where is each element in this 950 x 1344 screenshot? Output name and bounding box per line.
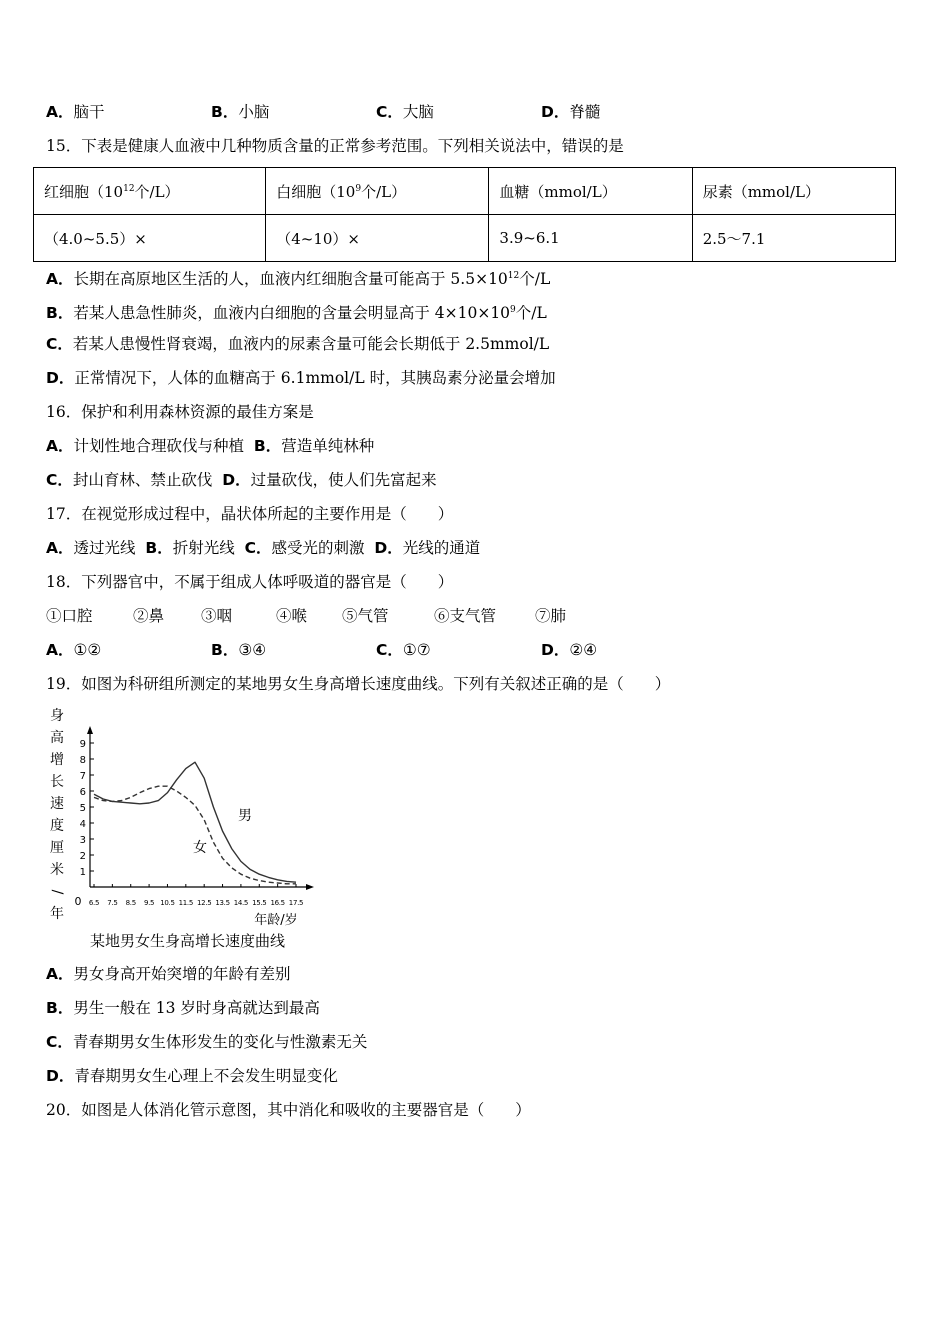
table-header-cell: 尿素（mmol/L） bbox=[692, 168, 895, 215]
y-tick-label: 3 bbox=[79, 835, 86, 846]
female-label: 女 bbox=[193, 840, 207, 856]
x-tick-label: 8.5 bbox=[125, 899, 136, 907]
y-axis-label-char: 米 bbox=[50, 862, 64, 878]
blood-reference-table bbox=[33, 167, 896, 262]
q19-option-c: C．青春期男女生体形发生的变化与性激素无关 bbox=[46, 1033, 368, 1051]
q19-option-b: B．男生一般在 13 岁时身高就达到最高 bbox=[46, 999, 320, 1017]
table-header-cell: 血糖（mmol/L） bbox=[489, 168, 692, 215]
x-tick-label: 10.5 bbox=[160, 899, 175, 907]
y-axis-arrow bbox=[87, 726, 93, 734]
table-cell: （4~10）× bbox=[266, 215, 489, 262]
y-axis-label-char: 年 bbox=[50, 906, 64, 922]
y-axis-label-char: 高 bbox=[50, 730, 64, 746]
q15-option-a: A．长期在高原地区生活的人，血液内红细胞含量可能高于 $5.5\times 10^{12}$个/L bbox=[46, 270, 551, 289]
x-tick-label: 11.5 bbox=[178, 899, 194, 907]
y-tick-label: 1 bbox=[79, 867, 86, 878]
q14-option-b: B．小脑 bbox=[211, 103, 270, 121]
female-curve bbox=[94, 786, 296, 884]
q19-stem: 19．如图为科研组所测定的某地男女生身高增长速度曲线。下列有关叙述正确的是（ ） bbox=[46, 675, 671, 693]
x-axis-arrow bbox=[306, 884, 314, 890]
male-label: 男 bbox=[238, 808, 252, 824]
q18-organ: ①口腔 bbox=[46, 607, 93, 625]
x-tick-label: 7.5 bbox=[107, 899, 118, 907]
q18-option-b: B．③④ bbox=[211, 641, 267, 659]
y-axis-label-char: 度 bbox=[50, 818, 64, 834]
x-tick-label: 12.5 bbox=[196, 899, 212, 907]
q18-organ: ④喉 bbox=[276, 607, 308, 625]
q16-options-cd: C．封山育林、禁止砍伐 D．过量砍伐，使人们先富起来 bbox=[46, 471, 437, 489]
q19-option-a: A．男女身高开始突增的年龄有差别 bbox=[46, 965, 291, 983]
table-cell: （4.0~5.5）× bbox=[34, 215, 266, 262]
y-axis-label-char: 厘 bbox=[50, 840, 64, 856]
q18-organ: ⑤气管 bbox=[342, 607, 389, 625]
table-row bbox=[34, 215, 896, 262]
y-tick-label: 5 bbox=[79, 803, 86, 814]
q18-organ: ⑥支气管 bbox=[434, 607, 497, 625]
y-axis-label-char: 速 bbox=[50, 796, 64, 812]
y-axis-label-char: 增 bbox=[50, 752, 64, 768]
y-tick-label: 8 bbox=[79, 755, 86, 766]
q14-option-c: C．大脑 bbox=[376, 103, 434, 121]
y-axis-label-char: / bbox=[49, 889, 65, 895]
q14-option-a: A．脑干 bbox=[46, 103, 105, 121]
q14-option-d: D．脊髓 bbox=[541, 103, 601, 121]
q18-option-c: C．①⑦ bbox=[376, 641, 431, 659]
table-header-cell: 红细胞（$10^{12}$个/L） bbox=[34, 168, 266, 215]
origin-label: 0 bbox=[74, 895, 82, 908]
q15-option-d: D．正常情况下，人体的血糖高于 6.1mmol/L 时，其胰岛素分泌量会增加 bbox=[46, 369, 556, 387]
q19-option-d: D．青春期男女生心理上不会发生明显变化 bbox=[46, 1067, 338, 1085]
q18-option-d: D．②④ bbox=[541, 641, 598, 659]
y-axis-label-char: 长 bbox=[50, 774, 64, 790]
x-tick-label: 13.5 bbox=[215, 899, 230, 907]
male-curve bbox=[94, 762, 296, 882]
q16-stem: 16．保护和利用森林资源的最佳方案是 bbox=[46, 403, 314, 421]
q18-option-a: A．①② bbox=[46, 641, 102, 659]
q20-stem: 20．如图是人体消化管示意图，其中消化和吸收的主要器官是（ ） bbox=[46, 1101, 531, 1119]
x-tick-label: 16.5 bbox=[270, 899, 285, 907]
q17-options: A．透过光线 B．折射光线 C．感受光的刺激 D．光线的通道 bbox=[46, 539, 481, 557]
y-tick-label: 7 bbox=[79, 771, 86, 782]
q18-organ: ③咽 bbox=[201, 607, 233, 625]
q15-option-b: B．若某人患急性肺炎，血液内白细胞的含量会明显高于 $4\times 10\times 10^9$个/L bbox=[46, 304, 547, 323]
y-axis-label-char: 身 bbox=[50, 708, 64, 724]
table-cell: 3.9~6.1 bbox=[489, 215, 692, 262]
q15-option-c: C．若某人患慢性肾衰竭，血液内的尿素含量可能会长期低于 2.5mmol/L bbox=[46, 335, 550, 353]
y-tick-label: 2 bbox=[79, 851, 86, 862]
q18-organ: ②鼻 bbox=[133, 607, 165, 625]
x-tick-label: 6.5 bbox=[88, 899, 100, 907]
q18-organ: ⑦肺 bbox=[535, 607, 567, 625]
y-tick-label: 4 bbox=[79, 819, 86, 830]
table-header-cell: 白细胞（$10^9$个/L） bbox=[266, 168, 489, 215]
q17-stem: 17．在视觉形成过程中，晶状体所起的主要作用是（ ） bbox=[46, 505, 454, 523]
table-header-row bbox=[34, 168, 896, 215]
x-axis-label: 年龄/岁 bbox=[254, 913, 298, 928]
q15-stem: 15．下表是健康人血液中几种物质含量的正常参考范围。下列相关说法中，错误的是 bbox=[46, 137, 624, 155]
y-tick-label: 6 bbox=[79, 787, 86, 798]
x-tick-label: 17.5 bbox=[288, 899, 304, 907]
q16-options-ab: A．计划性地合理砍伐与种植 B．营造单纯林种 bbox=[46, 437, 375, 455]
x-tick-label: 15.5 bbox=[252, 899, 267, 907]
q18-stem: 18．下列器官中，不属于组成人体呼吸道的器官是（ ） bbox=[46, 573, 454, 591]
x-tick-label: 14.5 bbox=[233, 899, 249, 907]
growth-velocity-chart bbox=[40, 700, 330, 930]
x-tick-label: 9.5 bbox=[143, 899, 155, 907]
y-tick-label: 9 bbox=[79, 739, 86, 750]
chart-caption: 某地男女生身高增长速度曲线 bbox=[90, 932, 286, 950]
table-cell: 2.5～7.1 bbox=[692, 215, 895, 262]
